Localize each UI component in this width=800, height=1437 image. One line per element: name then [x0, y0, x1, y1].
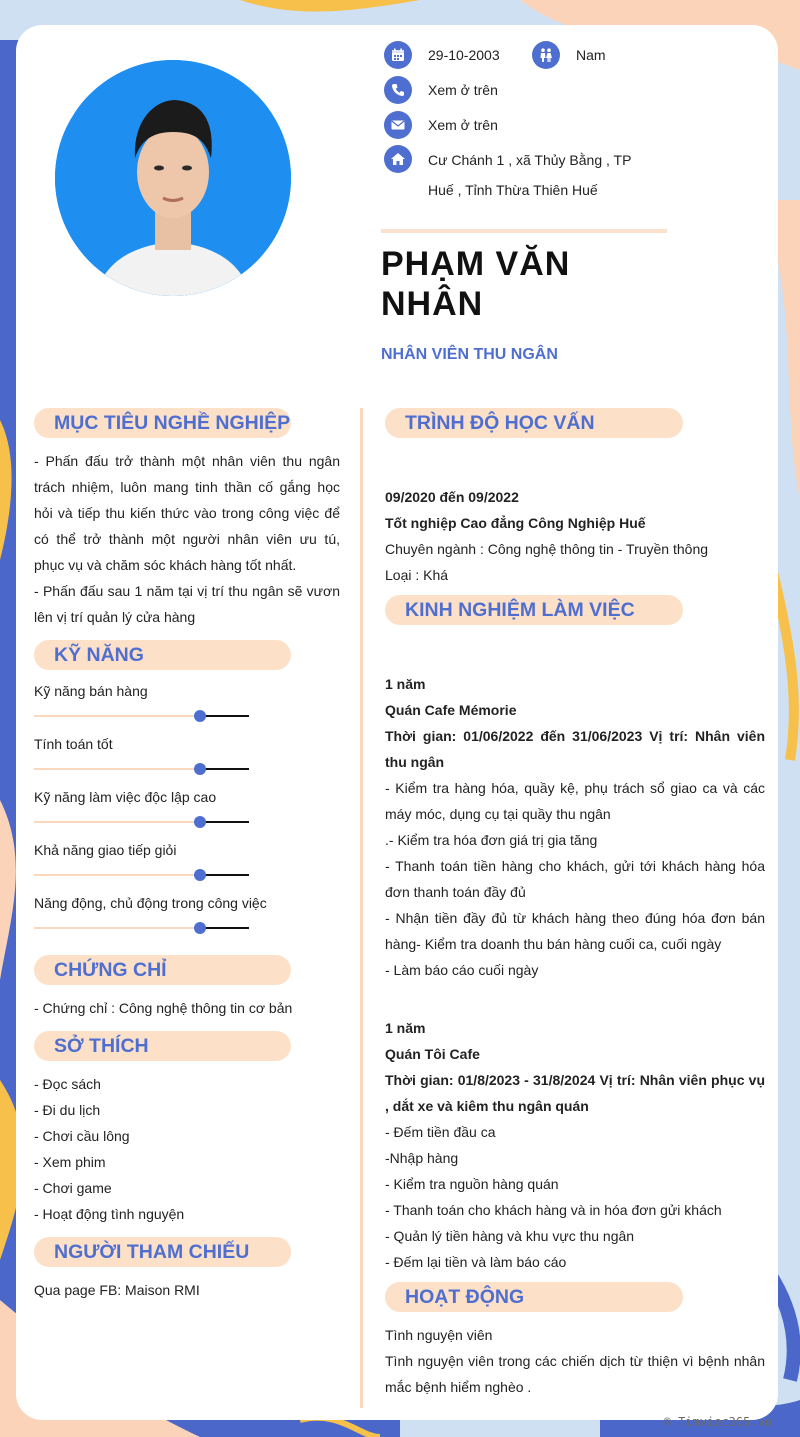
gender-row: [532, 40, 606, 70]
name-line-2: NHÂN: [381, 285, 484, 323]
candidate-name: [381, 244, 711, 324]
certificates-header: CHỨNG CHỈ: [34, 955, 291, 985]
column-divider: [360, 408, 363, 1408]
job-company: Quán Cafe Mémorie: [385, 702, 517, 718]
job-duty: .- Kiểm tra hóa đơn giá trị gia tăng: [385, 832, 598, 848]
skill-item: [34, 842, 340, 895]
address-text: [428, 145, 631, 205]
skills-header: KỸ NĂNG: [34, 640, 291, 670]
hobby-item: - Chơi cầu lông: [34, 1128, 130, 1144]
skill-name: Kỹ năng làm việc độc lập cao: [34, 789, 217, 805]
address-line-2: Huế , Tỉnh Thừa Thiên Huế: [428, 182, 598, 198]
skill-level-fill: [34, 927, 200, 929]
skill-level-fill: [34, 874, 200, 876]
skill-level-fill: [34, 715, 200, 717]
hobby-item: - Đọc sách: [34, 1076, 101, 1092]
experience-job-2: [385, 1015, 765, 1275]
skill-item: [34, 895, 340, 948]
job-duration: 1 năm: [385, 1020, 426, 1036]
skill-level-bar: [34, 874, 249, 876]
job-company: Quán Tôi Cafe: [385, 1046, 480, 1062]
hobby-item: - Đi du lịch: [34, 1102, 101, 1118]
calendar-icon: [384, 41, 412, 69]
education-details: [385, 484, 765, 588]
education-header: TRÌNH ĐỘ HỌC VẤN: [385, 408, 683, 438]
references-header: NGƯỜI THAM CHIẾU: [34, 1237, 291, 1267]
hobby-item: - Xem phim: [34, 1154, 106, 1170]
skill-item: [34, 683, 340, 736]
email-text: Xem ở trên: [428, 117, 498, 133]
watermark: © Timviec365.vn: [663, 1415, 772, 1429]
objective-header: MỤC TIÊU NGHỀ NGHIỆP: [34, 408, 291, 438]
experience-header: KINH NGHIỆM LÀM VIỆC: [385, 595, 683, 625]
envelope-icon: [384, 111, 412, 139]
job-time-position: Thời gian: 01/06/2022 đến 31/06/2023 Vị trí: Nhân viên thu ngân: [385, 728, 765, 770]
address-row: [384, 145, 631, 205]
activities-header: HOẠT ĐỘNG: [385, 1282, 683, 1312]
education-rank: Loại : Khá: [385, 567, 449, 583]
job-duration: 1 năm: [385, 676, 426, 692]
references-text: Qua page FB: Maison RMI: [34, 1282, 200, 1298]
address-line-1: Cư Chánh 1 , xã Thủy Bằng , TP: [428, 152, 632, 168]
skill-level-knob: [194, 816, 206, 828]
activities-details: [385, 1322, 765, 1400]
skill-level-knob: [194, 763, 206, 775]
email-row: [384, 110, 498, 140]
skill-level-bar: [34, 927, 249, 929]
skills-list: [34, 683, 340, 943]
skill-level-knob: [194, 922, 206, 934]
hobby-item: - Chơi game: [34, 1180, 112, 1196]
skill-item: [34, 789, 340, 842]
job-duty: - Làm báo cáo cuối ngày: [385, 962, 539, 978]
job-duty: - Kiểm tra hàng hóa, quầy kệ, phụ trách sổ giao ca và các máy móc, dụng cụ tại quầy thu ngân: [385, 780, 765, 822]
birthdate-row: [384, 40, 500, 70]
job-time-position: Thời gian: 01/8/2023 - 31/8/2024 Vị trí: Nhân viên phục vụ , dắt xe và kiêm thu ngân quán: [385, 1072, 765, 1114]
phone-row: [384, 75, 498, 105]
activity-role: Tình nguyện viên: [385, 1327, 493, 1343]
objective-text: [34, 448, 340, 630]
job-duty: - Kiểm tra nguồn hàng quán: [385, 1176, 559, 1192]
birthdate-text: 29-10-2003: [428, 47, 500, 63]
skill-name: Tính toán tốt: [34, 736, 113, 752]
job-duty: - Đếm lại tiền và làm báo cáo: [385, 1254, 567, 1270]
job-duty: - Thanh toán cho khách hàng và in hóa đơn gửi khách: [385, 1202, 722, 1218]
skill-item: [34, 736, 340, 789]
phone-icon: [384, 76, 412, 104]
gender-icon: [532, 41, 560, 69]
skill-level-bar: [34, 768, 249, 770]
objective-line-1: - Phấn đấu trở thành một nhân viên thu ngân trách nhiệm, luôn mang tinh thần cố gắng học hỏi và tiếp thu kiến thức vào trong công việc để có thể trở thành một người nhân viên ưu tú, phục vụ và chăm sóc khách hàng tốt nhất.: [34, 453, 340, 573]
skill-level-bar: [34, 821, 249, 823]
education-major: Chuyên ngành : Công nghệ thông tin - Truyền thông: [385, 541, 709, 557]
skill-name: Kỹ năng bán hàng: [34, 683, 148, 699]
experience-job-1: [385, 671, 765, 983]
job-duty: - Nhận tiền đầy đủ từ khách hàng theo đúng hóa đơn bán hàng- Kiểm tra doanh thu bán hàng cuối ca, cuối ngày: [385, 910, 765, 952]
job-duty: - Quản lý tiền hàng và khu vực thu ngân: [385, 1228, 635, 1244]
certificate-item: - Chứng chỉ : Công nghệ thông tin cơ bản: [34, 1000, 293, 1016]
name-divider: [381, 229, 667, 233]
job-duty: -Nhập hàng: [385, 1150, 459, 1166]
skill-level-knob: [194, 710, 206, 722]
gender-text: Nam: [576, 47, 606, 63]
job-duty: - Đếm tiền đầu ca: [385, 1124, 496, 1140]
profile-photo: [55, 60, 291, 296]
education-degree: Tốt nghiệp Cao đẳng Công Nghiệp Huế: [385, 515, 646, 531]
skill-name: Năng động, chủ động trong công việc: [34, 895, 267, 911]
job-title: NHÂN VIÊN THU NGÂN: [381, 346, 558, 363]
job-duty: - Thanh toán tiền hàng cho khách, gửi tới khách hàng hóa đơn thanh toán đầy đủ: [385, 858, 765, 900]
education-period: 09/2020 đến 09/2022: [385, 489, 519, 505]
hobbies-list: [34, 1071, 340, 1227]
name-line-1: PHẠM VĂN: [381, 245, 571, 283]
phone-text: Xem ở trên: [428, 82, 498, 98]
skill-name: Khả năng giao tiếp giỏi: [34, 842, 177, 858]
hobby-item: - Hoạt động tình nguyện: [34, 1206, 185, 1222]
hobbies-header: SỞ THÍCH: [34, 1031, 291, 1061]
activity-description: Tình nguyện viên trong các chiến dịch từ thiện vì bệnh nhân mắc bệnh hiểm nghèo .: [385, 1353, 765, 1395]
home-icon: [384, 145, 412, 173]
skill-level-knob: [194, 869, 206, 881]
objective-line-2: - Phấn đấu sau 1 năm tại vị trí thu ngân sẽ vươn lên vị trí quản lý cửa hàng: [34, 583, 340, 625]
skill-level-fill: [34, 821, 200, 823]
skill-level-bar: [34, 715, 249, 717]
skill-level-fill: [34, 768, 200, 770]
